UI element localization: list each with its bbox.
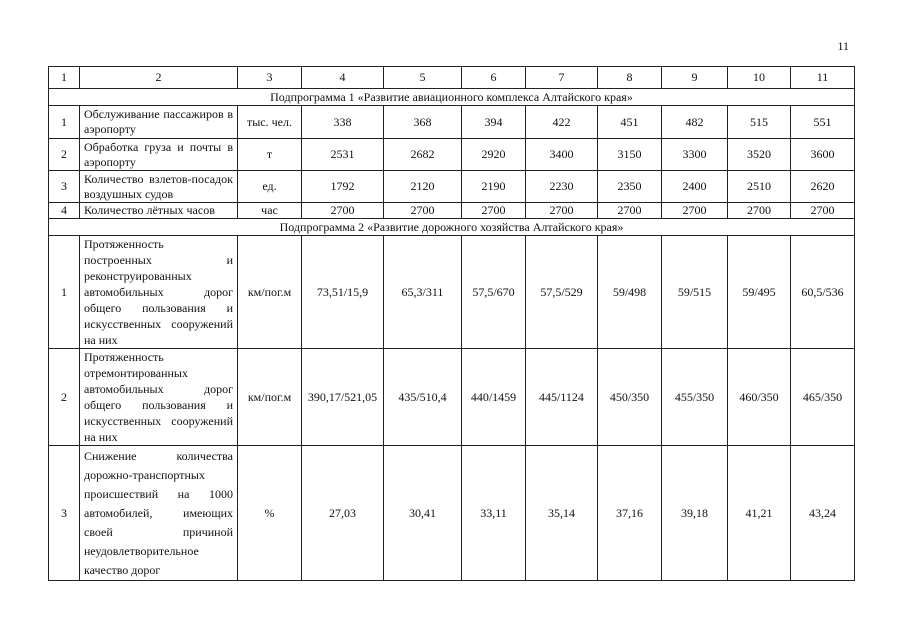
value-cell: 41,21 bbox=[728, 446, 791, 581]
value-cell: 57,5/670 bbox=[462, 236, 526, 349]
value-cell: 33,11 bbox=[462, 446, 526, 581]
value-cell: 2920 bbox=[462, 139, 526, 171]
table-row bbox=[49, 349, 855, 446]
value-cell: 2400 bbox=[662, 171, 728, 203]
subprogram-title-row bbox=[49, 219, 855, 236]
value-cell: 422 bbox=[526, 106, 598, 139]
table-row bbox=[49, 236, 855, 349]
indicator-name: Количество лётных часов bbox=[80, 203, 238, 219]
value-cell: 3400 bbox=[526, 139, 598, 171]
value-cell: 2510 bbox=[728, 171, 791, 203]
value-cell: 2700 bbox=[791, 203, 855, 219]
value-cell: 2120 bbox=[384, 171, 462, 203]
indicators-table bbox=[48, 66, 855, 581]
indicator-name: Обслуживание пассажиров в аэропорту bbox=[80, 106, 238, 139]
value-cell: 440/1459 bbox=[462, 349, 526, 446]
value-cell: 515 bbox=[728, 106, 791, 139]
unit-cell: тыс. чел. bbox=[238, 106, 302, 139]
value-cell: 59/495 bbox=[728, 236, 791, 349]
value-cell: 450/350 bbox=[598, 349, 662, 446]
subprogram-title: Подпрограмма 1 «Развитие авиационного комплекса Алтайского края» bbox=[49, 89, 855, 106]
row-number: 2 bbox=[49, 349, 80, 446]
header-cell: 2 bbox=[80, 67, 238, 89]
value-cell: 368 bbox=[384, 106, 462, 139]
unit-cell: т bbox=[238, 139, 302, 171]
value-cell: 2700 bbox=[526, 203, 598, 219]
table-row bbox=[49, 106, 855, 139]
value-cell: 57,5/529 bbox=[526, 236, 598, 349]
value-cell: 455/350 bbox=[662, 349, 728, 446]
value-cell: 390,17/521,05 bbox=[302, 349, 384, 446]
row-number: 3 bbox=[49, 446, 80, 581]
value-cell: 2350 bbox=[598, 171, 662, 203]
value-cell: 65,3/311 bbox=[384, 236, 462, 349]
value-cell: 460/350 bbox=[728, 349, 791, 446]
value-cell: 338 bbox=[302, 106, 384, 139]
value-cell: 30,41 bbox=[384, 446, 462, 581]
indicator-name: Снижение количества дорожно-транспортных происшествий на 1000 автомобилей, имеющих своей причиной неудовлетворительное качество дорог bbox=[80, 446, 238, 581]
unit-cell: км/пог.м bbox=[238, 349, 302, 446]
value-cell: 394 bbox=[462, 106, 526, 139]
value-cell: 59/515 bbox=[662, 236, 728, 349]
value-cell: 3520 bbox=[728, 139, 791, 171]
value-cell: 551 bbox=[791, 106, 855, 139]
subprogram-title-row bbox=[49, 89, 855, 106]
unit-cell: час bbox=[238, 203, 302, 219]
table-row bbox=[49, 203, 855, 219]
unit-cell: ед. bbox=[238, 171, 302, 203]
value-cell: 73,51/15,9 bbox=[302, 236, 384, 349]
value-cell: 2620 bbox=[791, 171, 855, 203]
header-cell: 7 bbox=[526, 67, 598, 89]
indicator-name: Обработка груза и почты в аэропорту bbox=[80, 139, 238, 171]
value-cell: 2531 bbox=[302, 139, 384, 171]
value-cell: 465/350 bbox=[791, 349, 855, 446]
value-cell: 59/498 bbox=[598, 236, 662, 349]
value-cell: 37,16 bbox=[598, 446, 662, 581]
value-cell: 2700 bbox=[302, 203, 384, 219]
value-cell: 2700 bbox=[662, 203, 728, 219]
subprogram-title: Подпрограмма 2 «Развитие дорожного хозяйства Алтайского края» bbox=[49, 219, 855, 236]
value-cell: 2700 bbox=[598, 203, 662, 219]
header-cell: 9 bbox=[662, 67, 728, 89]
value-cell: 482 bbox=[662, 106, 728, 139]
value-cell: 39,18 bbox=[662, 446, 728, 581]
row-number: 1 bbox=[49, 236, 80, 349]
table-header-row bbox=[49, 67, 855, 89]
value-cell: 2700 bbox=[728, 203, 791, 219]
row-number: 3 bbox=[49, 171, 80, 203]
value-cell: 445/1124 bbox=[526, 349, 598, 446]
value-cell: 435/510,4 bbox=[384, 349, 462, 446]
value-cell: 3300 bbox=[662, 139, 728, 171]
value-cell: 1792 bbox=[302, 171, 384, 203]
header-cell: 11 bbox=[791, 67, 855, 89]
header-cell: 6 bbox=[462, 67, 526, 89]
table-row bbox=[49, 171, 855, 203]
indicator-name: Количество взлетов-посадок воздушных судов bbox=[80, 171, 238, 203]
value-cell: 3600 bbox=[791, 139, 855, 171]
row-number: 4 bbox=[49, 203, 80, 219]
header-cell: 8 bbox=[598, 67, 662, 89]
header-cell: 5 bbox=[384, 67, 462, 89]
unit-cell: км/пог.м bbox=[238, 236, 302, 349]
value-cell: 43,24 bbox=[791, 446, 855, 581]
value-cell: 2700 bbox=[384, 203, 462, 219]
indicator-name: Протяженность отремонтированных автомобильных дорог общего пользования и искусственных сооружений на них bbox=[80, 349, 238, 446]
header-cell: 3 bbox=[238, 67, 302, 89]
indicator-name: Протяженность построенных и реконструированных автомобильных дорог общего пользования и искусственных сооружений на них bbox=[80, 236, 238, 349]
unit-cell: % bbox=[238, 446, 302, 581]
value-cell: 2700 bbox=[462, 203, 526, 219]
value-cell: 60,5/536 bbox=[791, 236, 855, 349]
table-row bbox=[49, 446, 855, 581]
header-cell: 10 bbox=[728, 67, 791, 89]
value-cell: 35,14 bbox=[526, 446, 598, 581]
header-cell: 4 bbox=[302, 67, 384, 89]
value-cell: 451 bbox=[598, 106, 662, 139]
value-cell: 27,03 bbox=[302, 446, 384, 581]
value-cell: 2190 bbox=[462, 171, 526, 203]
value-cell: 2230 bbox=[526, 171, 598, 203]
page-number: 11 bbox=[837, 39, 849, 53]
row-number: 2 bbox=[49, 139, 80, 171]
table-row bbox=[49, 139, 855, 171]
row-number: 1 bbox=[49, 106, 80, 139]
header-cell: 1 bbox=[49, 67, 80, 89]
value-cell: 2682 bbox=[384, 139, 462, 171]
value-cell: 3150 bbox=[598, 139, 662, 171]
